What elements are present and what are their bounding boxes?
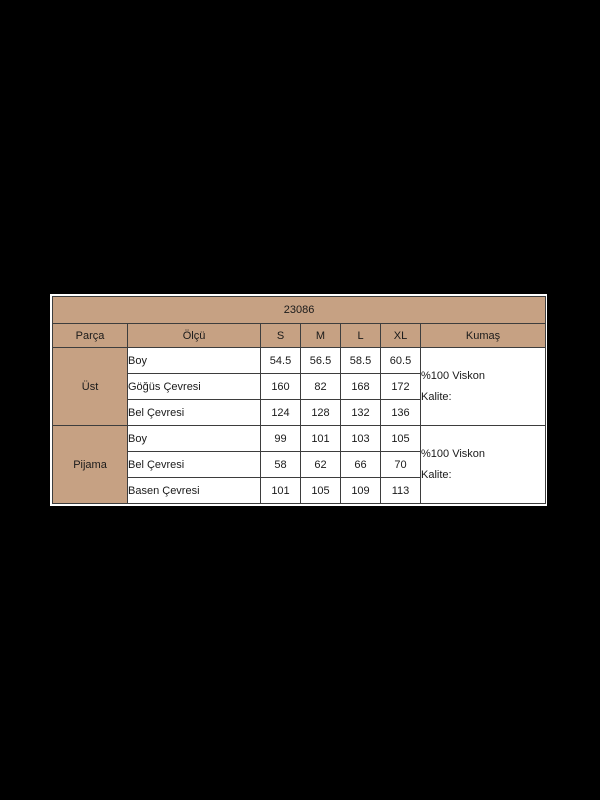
measure-value-l: 66	[341, 452, 381, 478]
group-name-top: Üst	[53, 348, 128, 426]
product-code: 23086	[53, 297, 546, 324]
measure-label: Basen Çevresi	[128, 478, 261, 504]
measure-value-m: 62	[301, 452, 341, 478]
measure-value-s: 54.5	[261, 348, 301, 374]
header-size-l: L	[341, 324, 381, 348]
measure-value-l: 109	[341, 478, 381, 504]
measure-value-m: 82	[301, 374, 341, 400]
fabric-info-pajama	[421, 426, 546, 504]
measure-value-s: 58	[261, 452, 301, 478]
measure-label: Bel Çevresi	[128, 400, 261, 426]
measure-label: Bel Çevresi	[128, 452, 261, 478]
size-chart-table	[52, 296, 546, 504]
header-fabric: Kumaş	[421, 324, 546, 348]
header-size-s: S	[261, 324, 301, 348]
table-row	[53, 426, 546, 452]
measure-label: Göğüs Çevresi	[128, 374, 261, 400]
measure-value-m: 128	[301, 400, 341, 426]
measure-value-s: 101	[261, 478, 301, 504]
fabric-quality: Kalite:	[421, 468, 452, 481]
measure-value-s: 99	[261, 426, 301, 452]
fabric-composition: %100 Viskon	[421, 369, 486, 382]
header-size-m: M	[301, 324, 341, 348]
fabric-quality: Kalite:	[421, 390, 452, 403]
measure-value-s: 160	[261, 374, 301, 400]
header-size-xl: XL	[381, 324, 421, 348]
measure-value-xl: 60.5	[381, 348, 421, 374]
measure-value-m: 101	[301, 426, 341, 452]
table-row	[53, 348, 546, 374]
size-chart-container	[50, 294, 547, 506]
measure-value-m: 105	[301, 478, 341, 504]
measure-value-l: 132	[341, 400, 381, 426]
measure-value-xl: 70	[381, 452, 421, 478]
table-title-row	[53, 297, 546, 324]
measure-value-s: 124	[261, 400, 301, 426]
table-header-row	[53, 324, 546, 348]
measure-value-xl: 105	[381, 426, 421, 452]
measure-value-xl: 136	[381, 400, 421, 426]
measure-value-l: 168	[341, 374, 381, 400]
group-name-pajama: Pijama	[53, 426, 128, 504]
measure-value-l: 103	[341, 426, 381, 452]
measure-value-xl: 113	[381, 478, 421, 504]
measure-value-l: 58.5	[341, 348, 381, 374]
header-measure: Ölçü	[128, 324, 261, 348]
measure-value-xl: 172	[381, 374, 421, 400]
fabric-composition: %100 Viskon	[421, 447, 486, 460]
measure-label: Boy	[128, 348, 261, 374]
header-part: Parça	[53, 324, 128, 348]
fabric-info-top	[421, 348, 546, 426]
measure-value-m: 56.5	[301, 348, 341, 374]
measure-label: Boy	[128, 426, 261, 452]
